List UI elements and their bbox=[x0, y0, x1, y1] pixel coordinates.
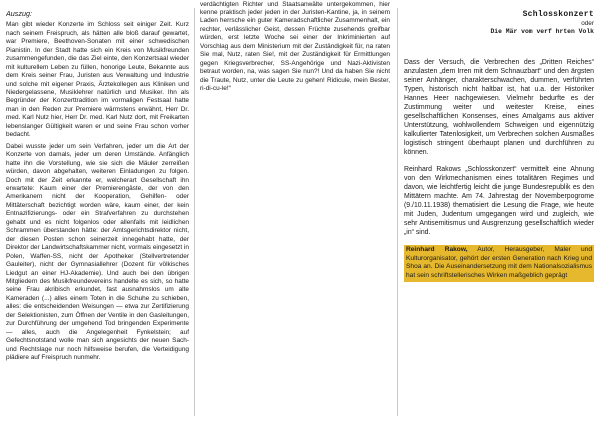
article-conjunction: oder bbox=[581, 20, 594, 27]
excerpt-paragraph: Man gibt wieder Konzerte im Schloss seit einiger Zeit. Kurz nach seinem Freispruch, als hätten alle bloß darauf gewartet, war Premiere, Beethoven-Sonaten mit einer schwedischen Pianistin. In der Stadt hatte sich ein Kreis von Musikfreunden zusammengefunden, die das Ziel einte, den Konzertsaal wieder mit kulturellem Leben zu füllen, honorige Leute, Bekannte aus dem Kreis seiner Frau, Juristen aus Verwaltung und Industrie und solche mit eigener Praxis, Ärztekollegen aus Kliniken und Niedergelassene, Musiklehrer natürlich und Musiker. Ihn als Begründer der Konzerttradition im vormaligen Festsaal hatte man in den Reden zur Premiere wärmstens erwähnt, Herr Dr. med. Karl Nutz hier, Herr Dr. med. Karl Nutz dort, mit Freikarten lebenslanger Gültigkeit waren er und seine Frau schon vorher bedacht. bbox=[6, 21, 189, 139]
article-title: Schlosskonzert bbox=[522, 10, 594, 19]
article-paragraph: Reinhard Rakows „Schlosskonzert“ vermittelt eine Ahnung von den Wirkmechanismen eines totalitären Regimes und davon, wie leichtfertig leicht die junge Bundesrepublik es den Mittätern machte. Am 74. Jahrestag der Novemberpogrome (9./10.11.1938) thematisiert die Lesung die Frage, wie heute mit Juden, Judentum umgegangen wird und zugleich, wie sehr Antisemitismus und Ausgrenzung gesellschaftlich wieder „in“ sind. bbox=[404, 166, 594, 236]
author-bio-text: Autor, Herausgeber, Maler und Kulturorganisator, gehört der ersten Generation nach Krieg und Shoa an. Die Auseinandersetzung mit dem Nationalsozialismus hat sein schriftstellerisches Wirken maßgeblich geprägt bbox=[406, 246, 592, 279]
author-bio bbox=[404, 245, 594, 282]
article-subtitle: Die Mär vom verf hrten Volk bbox=[490, 28, 594, 35]
article-paragraph: Dass der Versuch, die Verbrechen des „Dritten Reiches“ anzulasten „dem Irren mit dem Schnauzbart“ und den ärgsten seiner Anhänger, charakterschwachen, dummen, verführten Typen, historisch nicht haltbar ist, hat u.a. der Historiker Hannes Heer nachgewiesen. Vielmehr bedurfte es der Zustimmung weiter und weitester Kreise, eines gesellschaftlichen Konsenses, eines Amalgams aus aktiver Unterstützung, wohlwollendem Schweigen und eigennützig kalkulierter Tatenlosigkeit, um Verbrechen solchen Ausmaßes logistisch stringent überhaupt planen und durchführen zu können. bbox=[404, 59, 594, 156]
title-block bbox=[404, 10, 594, 36]
excerpt-column-middle bbox=[200, 0, 390, 418]
excerpt-paragraph: verdächtigten Richter und Staatsanwälte untergekommen, hier kenne praktisch jeder jeden in der Juristen-Kantine, ja, in seinem Laden herrsche ein guter Kameradschaftlicher Zusammenhalt, ein rechter, verlässlicher Geist, dessen Früchte zusehends greifbar würden, erst letzte Woche sei einer der Inkriminierten auf Vorschlag aus dem Ministerium mit der Zuständigkeit für, na raten Sie mal, Nutz, raten Sie!, mit der Zuständigkeit für Ermittlungen gegen Kriegsverbrecher, SS-Angehörige und Nazi-Aktivisten betraut worden, na, was sagen Sie nun?! Und da haben Sie nicht die Traute, Nutz, unter die Leute zu gehen! Ridicule, mein Bester, ri-di-cu-le!“ bbox=[200, 0, 390, 93]
excerpt-column-left bbox=[6, 10, 189, 363]
author-name: Reinhard Rakow, bbox=[406, 246, 468, 253]
column-divider bbox=[397, 8, 398, 416]
article-column bbox=[404, 10, 594, 282]
excerpt-heading: Auszug: bbox=[6, 10, 32, 18]
excerpt-paragraph: Dabei wusste jeder um sein Verfahren, jeder um die Art der Konzerte von damals, jeder um deren Umstände. Anfänglich hatte ihn die Vorstellung, wie sie sich die Mäuler zerreißen würden, davon abgehalten, weiteren Einladungen zu folgen. Doch mit der Zeit erkannte er, welcherart Gesellschaft ihn erwartete: Kaum einer der Premierengäste, der von den Amerikanern nicht der Kooperation, Gehilfen- oder Mittäterschaft bezichtigt worden wäre, kaum einer, der kein Entnazifizierungs- oder ein Strafverfahren zu durchstehen gehabt und es nicht folgenlos oder allenfalls mit leidlichen Schrammen überstanden hätte: der Amtsgerichtsdirektor nicht, der diesen Posten schon seinerzeit innegehabt hatte, der Direktor der Landwirtschaftskammer nicht, vormals eingesetzt in Polen, Waffen-SS, nicht der Apotheker (Stellvertretender Gauleiter), nicht der Gymnasiallehrer (Dozent für völkisches Liedgut an einer HJ-Akademie). Und auch bei den übrigen Mitgliedern des Musikfreundevereins handelte es sich, so hatte seine Frau akribisch erkundet, fast ausnahmslos um alte Kameraden (...) alles einem Toten in die Schuhe zu schieben, alles: die entscheidenden Weisungen — etwa zur Zertifizierung der Selektionisten, zum Öffnen der Ventile in den Gasleitungen, zur Durchführung der umgehend Tod bringenden Experimente — alles, auch die Angelegenheit Fynkelstein; auf Gefechtsnotstand wolle man sich angesichts der neuen Sach- und Rechtslage nur noch hilfsweise berufen, die Verteidigung plädiere auf Freispruch nunmehr. bbox=[6, 142, 189, 362]
column-divider bbox=[194, 8, 195, 416]
